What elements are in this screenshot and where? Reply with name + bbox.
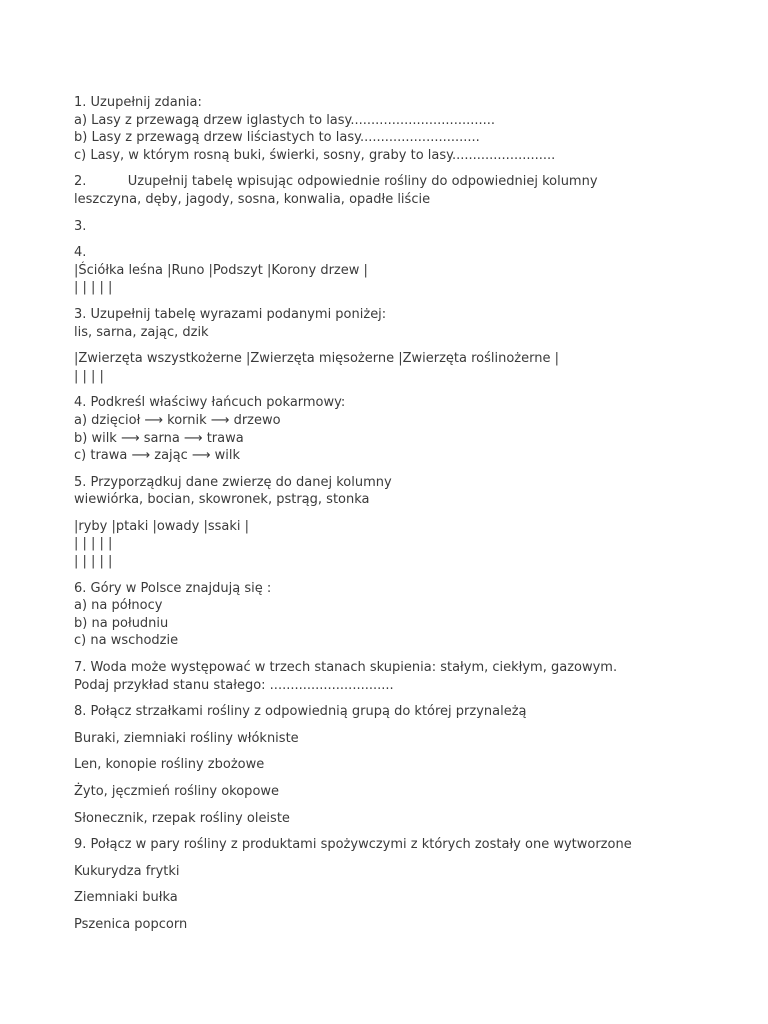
question-1-option-a: a) Lasy z przewagą drzew iglastych to lasy................................... xyxy=(74,112,496,128)
question-8-title: 8. Połącz strzałkami rośliny z odpowiednią grupą do której przynależą xyxy=(74,704,527,720)
animals-diet-table xyxy=(74,350,734,385)
animal-classes-table xyxy=(74,518,734,571)
question-2 xyxy=(74,173,734,208)
list-item xyxy=(74,863,734,881)
question-6-title: 6. Góry w Polsce znajdują się : xyxy=(74,580,272,596)
question-9-item: Ziemniaki bułka xyxy=(74,890,178,906)
question-5-title: 5. Przyporządkuj dane zwierzę do danej kolumny xyxy=(74,474,392,490)
question-9-item: Kukurydza frytki xyxy=(74,863,180,879)
list-item xyxy=(74,756,734,774)
question-3-empty xyxy=(74,218,734,236)
question-9-item: Pszenica popcorn xyxy=(74,916,188,932)
question-4-number: 4. xyxy=(74,245,87,261)
table-header-row: |Ściółka leśna |Runo |Podszyt |Korony drzew | xyxy=(74,262,368,278)
question-3b-title: 3. Uzupełnij tabelę wyrazami podanymi poniżej: xyxy=(74,306,387,322)
question-6-option-a: a) na północy xyxy=(74,598,163,614)
question-3b-words: lis, sarna, zając, dzik xyxy=(74,324,209,340)
question-6-option-b: b) na południu xyxy=(74,615,169,631)
question-7 xyxy=(74,659,734,694)
question-3-number: 3. xyxy=(74,218,87,234)
list-item xyxy=(74,810,734,828)
list-item xyxy=(74,916,734,934)
forest-layers-table xyxy=(74,244,734,297)
list-item xyxy=(74,889,734,907)
question-1-option-b: b) Lasy z przewagą drzew liściastych to lasy............................. xyxy=(74,130,480,146)
document-body xyxy=(74,94,734,943)
table-row: | | | | xyxy=(74,368,104,384)
question-6-option-c: c) na wschodzie xyxy=(74,633,179,649)
question-8-item: Słonecznik, rzepak rośliny oleiste xyxy=(74,810,290,826)
question-4b-option-b: b) wilk ⟶ sarna ⟶ trawa xyxy=(74,430,244,446)
question-4b-option-a: a) dzięcioł ⟶ kornik ⟶ drzewo xyxy=(74,412,281,428)
question-7-title: 7. Woda może występować w trzech stanach skupienia: stałym, ciekłym, gazowym. xyxy=(74,660,618,676)
question-5-words: wiewiórka, bocian, skowronek, pstrąg, stonka xyxy=(74,492,370,508)
question-3b xyxy=(74,306,734,341)
question-1-title: 1. Uzupełnij zdania: xyxy=(74,95,202,110)
question-8-item: Buraki, ziemniaki rośliny włókniste xyxy=(74,730,299,746)
question-5 xyxy=(74,474,734,509)
question-4b xyxy=(74,394,734,464)
question-4b-title: 4. Podkreśl właściwy łańcuch pokarmowy: xyxy=(74,395,346,411)
question-8 xyxy=(74,703,734,721)
table-header-row: |Zwierzęta wszystkożerne |Zwierzęta mięsożerne |Zwierzęta roślinożerne | xyxy=(74,351,559,367)
list-item xyxy=(74,730,734,748)
question-1-option-c: c) Lasy, w którym rosną buki, świerki, sosny, graby to lasy......................... xyxy=(74,147,556,163)
question-2-title: 2. Uzupełnij tabelę wpisując odpowiednie rośliny do odpowiedniej kolumny xyxy=(74,174,598,190)
question-7-prompt: Podaj przykład stanu stałego: .............................. xyxy=(74,677,394,693)
list-item xyxy=(74,783,734,801)
table-row: | | | | | xyxy=(74,554,113,570)
table-row: | | | | | xyxy=(74,536,113,552)
table-header-row: |ryby |ptaki |owady |ssaki | xyxy=(74,518,250,534)
question-8-item: Żyto, jęczmień rośliny okopowe xyxy=(74,784,280,799)
question-6 xyxy=(74,580,734,650)
question-8-item: Len, konopie rośliny zbożowe xyxy=(74,757,265,773)
question-1 xyxy=(74,94,734,164)
question-9 xyxy=(74,836,734,854)
question-9-title: 9. Połącz w pary rośliny z produktami spożywczymi z których zostały one wytworzone xyxy=(74,837,632,853)
question-2-words: leszczyna, dęby, jagody, sosna, konwalia, opadłe liście xyxy=(74,191,431,207)
table-row: | | | | | xyxy=(74,280,113,296)
question-4b-option-c: c) trawa ⟶ zając ⟶ wilk xyxy=(74,448,241,464)
